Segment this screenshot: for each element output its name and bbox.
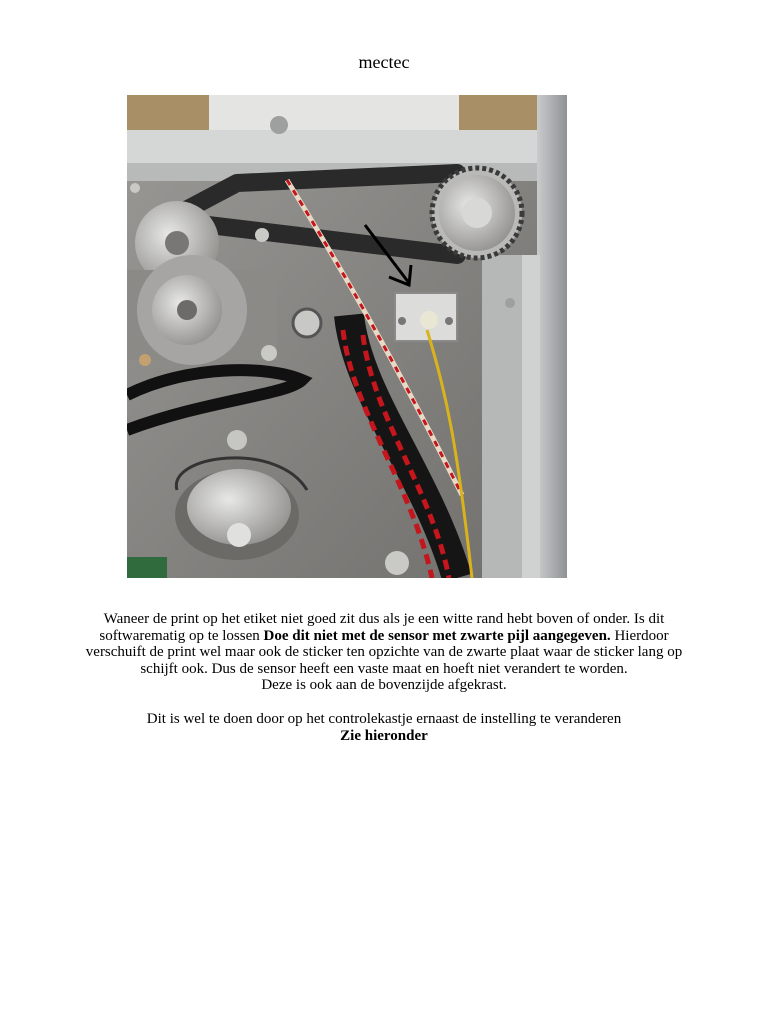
instruction-text-start: Waneer de print op het etiket niet goed zit dus als je een witte rand hebt boven of onder. Is dit softwarematig op te lossen <box>99 611 665 644</box>
control-box-text: Dit is wel te doen door op het controlekastje ernaast de instelling te veranderen <box>146 711 622 727</box>
see-below-label: Zie hieronder <box>340 727 428 744</box>
page-title: mectec <box>358 52 410 72</box>
control-box-paragraph <box>78 711 690 744</box>
printer-photo <box>127 95 567 578</box>
instruction-text-end: Hierdoor verschuift de print wel maar ook de sticker ten opzichte van de zwarte plaat waar de sticker lang op schijft ook. Dus de sensor heeft een vaste maat en hoeft niet verandert te worden. <box>85 627 683 677</box>
instruction-note: Deze is ook aan de bovenzijde afgekrast. <box>261 677 507 694</box>
sensor-warning: Doe dit niet met de sensor met zwarte pijl aangegeven. <box>263 627 611 644</box>
instruction-paragraph <box>78 611 690 694</box>
